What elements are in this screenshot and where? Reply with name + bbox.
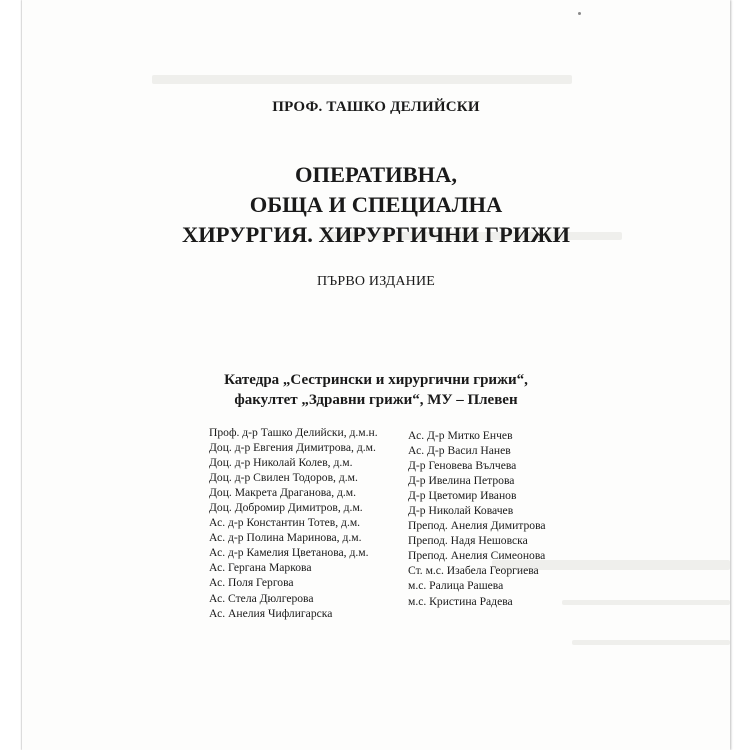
staff-entry: Проф. д-р Ташко Делийски, д.м.н. (209, 426, 378, 439)
staff-entry: Доц. д-р Николай Колев, д.м. (209, 456, 353, 470)
staff-list-left (209, 425, 378, 621)
staff-entry: Д-р Геновева Вълчева (408, 459, 517, 473)
staff-entry: Ас. Гергана Маркова (209, 561, 312, 575)
staff-entry: Доц. д-р Свилен Тодоров, д.м. (209, 471, 358, 485)
staff-entry: Препод. Анелия Димитрова (408, 519, 546, 533)
book-title-page (22, 0, 730, 750)
staff-list-right (408, 428, 546, 609)
staff-entry: Доц. д-р Евгения Димитрова, д.м. (209, 441, 376, 455)
staff-entry: Препод. Анелия Симеонова (408, 549, 546, 563)
show-through-mark (152, 75, 572, 84)
staff-entry: Ас. д-р Камелия Цветанова, д.м. (209, 546, 369, 560)
staff-entry: Ас. Д-р Васил Нанев (408, 444, 511, 458)
staff-entry: Препод. Надя Нешовска (408, 534, 528, 548)
staff-entry: Ст. м.с. Изабела Георгиева (408, 564, 539, 578)
staff-entry: Ас. д-р Константин Тотев, д.м. (209, 516, 361, 530)
edition-label: ПЪРВО ИЗДАНИЕ (316, 274, 436, 289)
show-through-mark (562, 600, 730, 605)
staff-entry: Ас. Д-р Митко Енчев (408, 429, 513, 442)
department-line: Катедра „Сестрински и хирургични грижи“, (224, 372, 528, 388)
department-heading (22, 370, 730, 410)
staff-entry: Ас. Поля Гергова (209, 576, 294, 590)
show-through-mark (572, 640, 730, 645)
title-line: ХИРУРГИЯ. ХИРУРГИЧНИ ГРИЖИ (182, 222, 570, 247)
staff-entry: Доц. Макрета Драганова, д.м. (209, 486, 357, 500)
staff-entry: Ас. Стела Дюлгерова (209, 591, 314, 605)
print-speck (578, 12, 581, 15)
title-line: ОБЩА И СПЕЦИАЛНА (249, 192, 503, 217)
department-line: факултет „Здравни грижи“, МУ – Плевен (234, 392, 518, 408)
staff-entry: Д-р Ивелина Петрова (408, 474, 515, 488)
staff-entry: м.с. Ралица Рашева (408, 579, 504, 593)
author-name: ПРОФ. ТАШКО ДЕЛИЙСКИ (272, 99, 480, 115)
staff-entry: м.с. Кристина Радева (408, 594, 513, 608)
title-line: ОПЕРАТИВНА, (294, 162, 458, 187)
staff-entry: Доц. Добромир Димитров, д.м. (209, 501, 363, 515)
staff-entry: Д-р Николай Ковачев (408, 504, 514, 518)
staff-entry: Ас. Анелия Чифлигарска (209, 606, 333, 620)
staff-entry: Д-р Цветомир Иванов (408, 489, 517, 503)
staff-entry: Ас. д-р Полина Маринова, д.м. (209, 531, 362, 545)
book-title (22, 160, 730, 250)
